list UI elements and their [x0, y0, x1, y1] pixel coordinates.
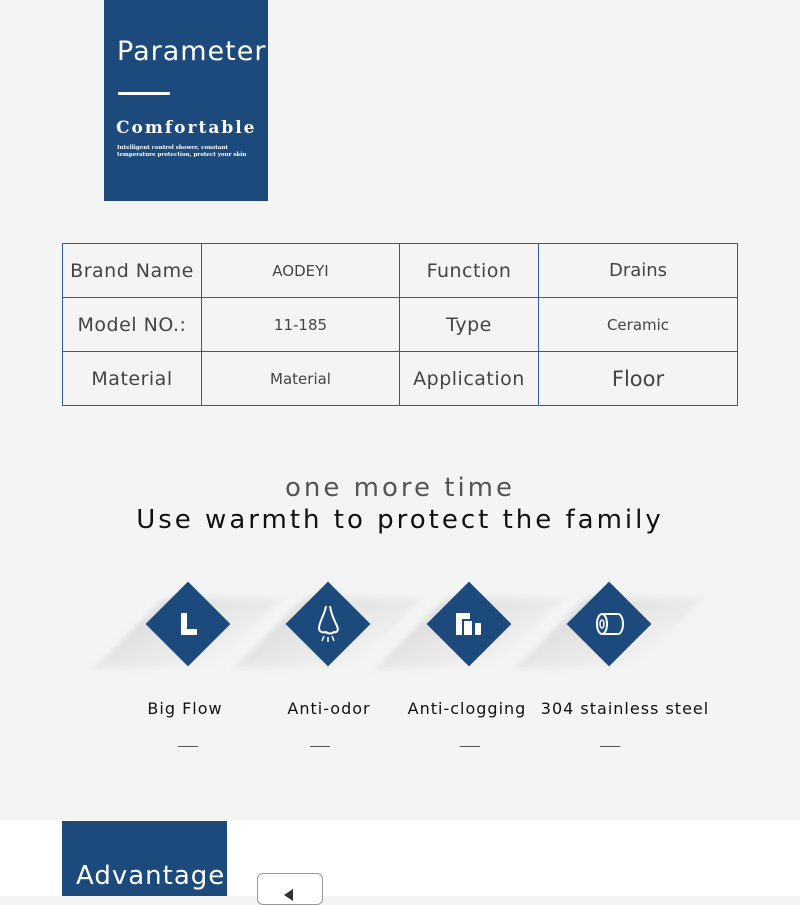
param-label: Application — [400, 352, 539, 406]
tagline-line1: one more time — [284, 473, 515, 503]
table-row — [63, 298, 738, 352]
param-value: Material — [202, 352, 400, 406]
letter-l-icon — [158, 594, 218, 654]
feature-label: 304 stainless steel — [540, 699, 710, 718]
param-label: Brand Name — [63, 244, 202, 298]
tagline-line2: Use warmth to protect the family — [136, 505, 664, 535]
feature-dash — [310, 746, 330, 747]
feature-label: Big Flow — [147, 699, 223, 718]
pipe-icon — [439, 594, 499, 654]
param-value: AODEYI — [202, 244, 400, 298]
param-label: Function — [400, 244, 539, 298]
param-value: 11-185 — [202, 298, 400, 352]
parameter-title: Parameter — [117, 36, 267, 67]
param-label: Model NO.: — [63, 298, 202, 352]
previous-button[interactable] — [257, 873, 323, 905]
arrow-left-icon — [284, 889, 293, 901]
parameters-table — [62, 243, 738, 406]
param-value: Floor — [539, 352, 738, 406]
param-label: Type — [400, 298, 539, 352]
nose-icon — [298, 594, 358, 654]
comfortable-subtitle: Comfortable — [116, 118, 257, 138]
title-underline — [118, 92, 170, 95]
table-row — [63, 352, 738, 406]
table-row — [63, 244, 738, 298]
feature-label: Anti-odor — [287, 699, 371, 718]
roll-icon — [579, 594, 639, 654]
advantage-title: Advantage — [76, 861, 226, 891]
feature-dash — [460, 746, 480, 747]
param-label: Material — [63, 352, 202, 406]
header-description: Intelligent control shower, constant temperature protection, protect your skin — [117, 145, 247, 158]
feature-label: Anti-clogging — [407, 699, 527, 718]
feature-dash — [600, 746, 620, 747]
feature-dash — [178, 746, 198, 747]
param-value: Ceramic — [539, 298, 738, 352]
param-value: Drains — [539, 244, 738, 298]
advantage-header-box — [62, 821, 227, 896]
parameter-header-box — [104, 0, 268, 201]
